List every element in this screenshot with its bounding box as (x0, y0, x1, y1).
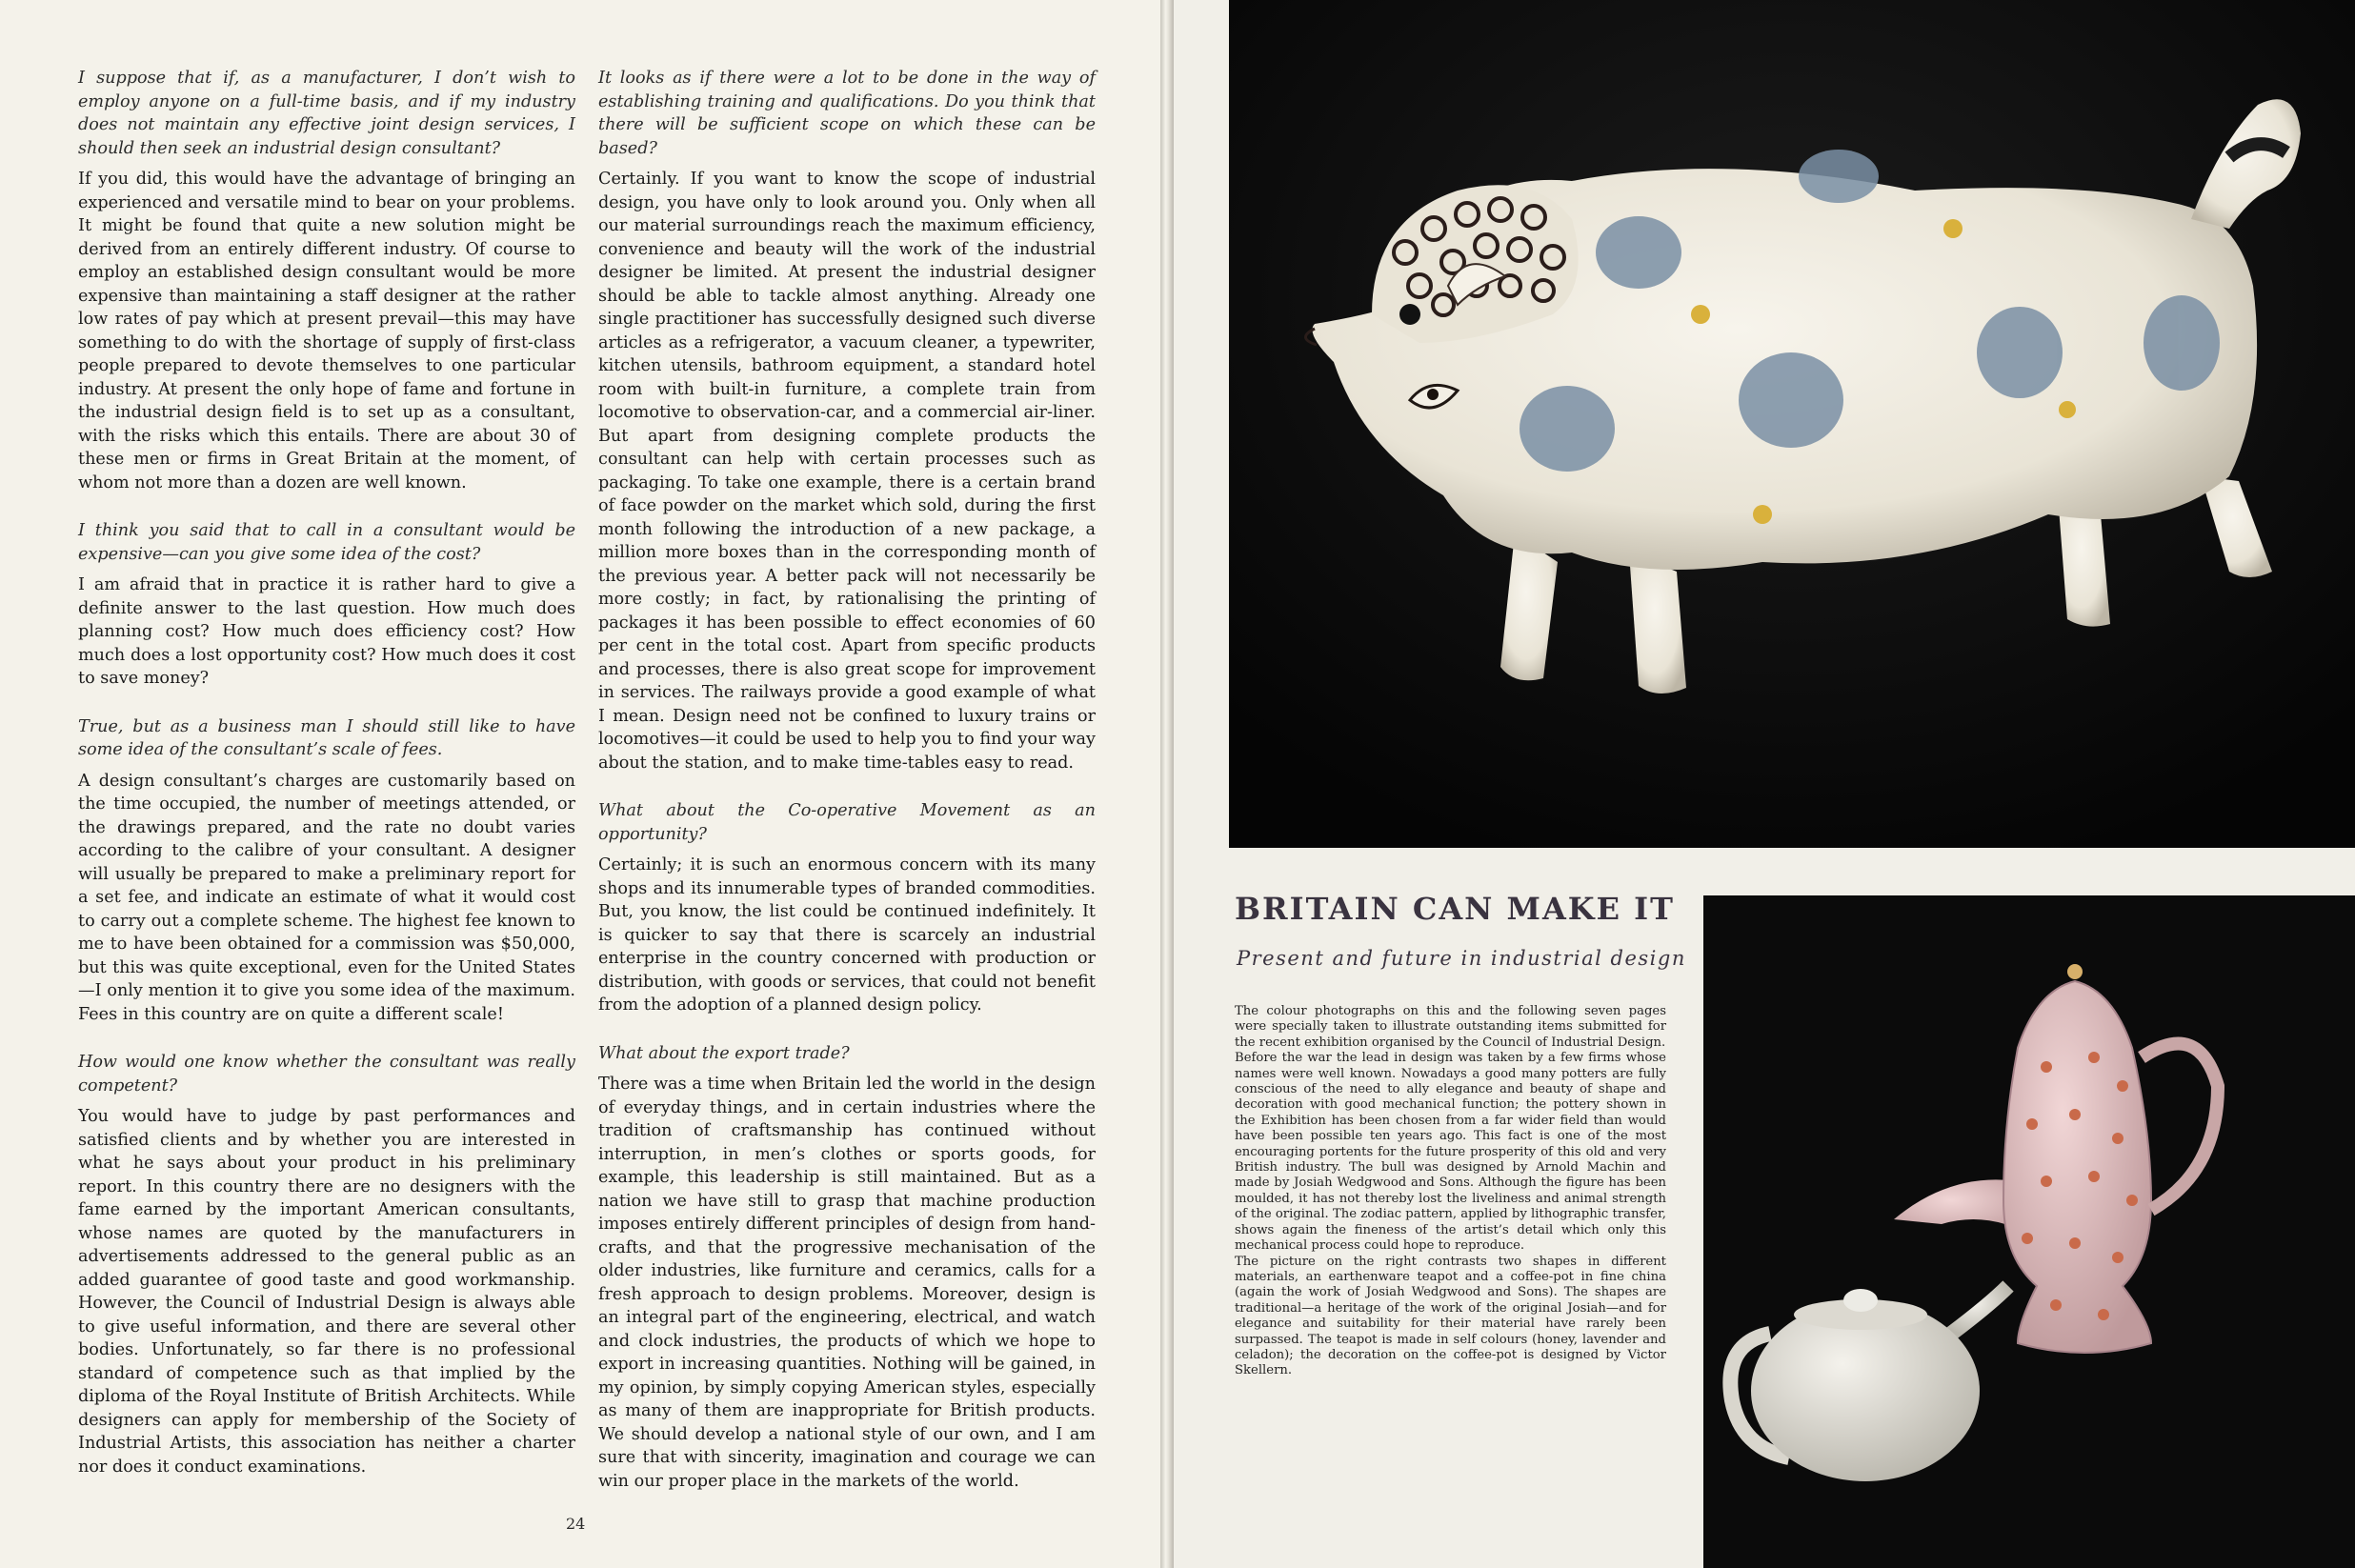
text-column-2 (598, 67, 1096, 1504)
question-paragraph: True, but as a business man I should still like to have some idea of the consultant’s scale of fees. (78, 716, 575, 759)
answer-paragraph: There was a time when Britain led the world in the design of everyday things, and in certain industries where the tradition of craftsmanship has continued without interruption, in men’s clothes or sports goods, for example, this leadership is still maintained. But as a nation we have still to grasp that machine production imposes entirely different principles of design from hand-crafts, and that the progressive mechanisation of the older industries, like furniture and ceramics, calls for a fresh approach to design problems. Moreover, design is an integral part of the engineering, electrical, and watch and clock industries, the products of which we hope to export in increasing quantities. Nothing will be gained, in my opinion, by simply copying American styles, especially as many of them are inappropriate for British products. We should develop a national style of our own, and I am sure that with sincerity, imagination and courage we can win our proper place in the markets of the world. (598, 1075, 1096, 1491)
bull-figure-photo (1229, 0, 2355, 848)
caption-paragraph: The picture on the right contrasts two shapes in different materials, an earthenware teapot and a coffee-pot in fine china (again the work of Josiah Wedgwood and Sons). The shapes are traditional—a heritage of the work of the original Josiah—and for elegance and suitability for their material have rarely been surpassed. The teapot is made in self colours (honey, lavender and celadon); the decoration on the coffee-pot is designed by Victor Skellern. (1235, 1254, 1666, 1378)
caption-paragraph: The colour photographs on this and the following seven pages were specially taken to illustrate outstanding items submitted for the recent exhibition organised by the Council of Industrial Design. (1235, 1004, 1666, 1050)
teapot-coffeepot-illustration (1703, 895, 2355, 1568)
answer-paragraph: If you did, this would have the advantage of bringing an experienced and versatile mind to bear on your problems. It might be found that quite a new solution might be derived from an entirely different industry. Of course to employ an established design consultant would be more expensive than maintaining a staff designer at the rather low rates of pay which at present prevail—this may have something to do with the shortage of supply of first-class people prepared to devote themselves to one particular industry. At present the only hope of fame and fortune in the industrial design field is to set up as a consultant, with the risks which this entails. There are about 30 of these men or firms in Great Britain at the moment, of whom not more than a dozen are well known. (78, 170, 575, 493)
photo-caption (1235, 1004, 1666, 1379)
left-page (0, 0, 1160, 1568)
answer-paragraph: Certainly. If you want to know the scope of industrial design, you have only to look around you. Only when all our material surroundings reach the maximum efficiency, convenience and beauty will the work of the industrial designer be limited. At present the industrial designer should be able to tackle almost anything. Already one single practitioner has successfully designed such diverse articles as a refrigerator, a vacuum cleaner, a typewriter, kitchen utensils, bathroom equipment, a standard hotel room with built-in furniture, a complete train from locomotive to observation-car, and a commercial air-liner. But apart from designing complete products the consultant can help with certain processes such as packaging. To take one example, there is a certain brand of face powder on the market which sold, during the first month following the introduction of a new package, a million more boxes than in the corresponding month of the previous year. A better pack will not necessarily be more costly; in fact, by rationalising the printing of packages it has been possible to effect economies of 60 per cent in the total cost. Apart from specific products and processes, there is also great scope for improvement in services. The railways provide a good example of what I mean. Design need not be confined to luxury trains or locomotives—it could be used to help you to find your way about the station, and to make time-tables easy to read. (598, 170, 1096, 773)
page-number: 24 (566, 1515, 586, 1533)
article-subtitle: Present and future in industrial design (1237, 947, 1686, 970)
question-paragraph: How would one know whether the consultant was really competent? (78, 1053, 575, 1096)
answer-paragraph: A design consultant’s charges are customarily based on the time occupied, the number of meetings attended, or the drawings prepared, and the rate no doubt varies according to the calibre of your consultant. A designer will usually be prepared to make a preliminary report for a set fee, and indicate an estimate of what it would cost to carry out a complete scheme. The highest fee known to me to have been obtained for a commission was $50,000, but this was quite exceptional, even for the United States—I only mention it to give you some idea of the maximum. Fees in this country are on quite a different scale! (78, 771, 575, 1024)
question-paragraph: What about the Co-operative Movement as an opportunity? (598, 801, 1096, 844)
question-paragraph: I suppose that if, as a manufacturer, I don’t wish to employ anyone on a full-time basis, and if my industry does not maintain any effective joint design services, I should then seek an industrial design consultant? (78, 69, 575, 158)
bull-figure-illustration (1229, 0, 2355, 848)
book-gutter (1160, 0, 1174, 1568)
teapot-coffeepot-photo (1703, 895, 2355, 1568)
question-paragraph: I think you said that to call in a consultant would be expensive—can you give some idea of the cost? (78, 521, 575, 564)
answer-paragraph: You would have to judge by past performances and satisfied clients and by whether you are interested in what he says about your product in his preliminary report. In this country there are no designers with the fame earned by the important American consultants, whose names are quoted by the manufacturers in advertisements addressed to the general public as an added guarantee of good taste and good workmanship. However, the Council of Industrial Design is always able to give useful information, and there are several other bodies. Unfortunately, so far there is no professional standard of competence such as that implied by the diploma of the Royal Institute of British Architects. While designers can apply for membership of the Society of Industrial Artists, this association has neither a charter nor does it conduct examinations. (78, 1107, 575, 1477)
answer-paragraph: Certainly; it is such an enormous concern with its many shops and its innumerable types of branded commodities. But, you know, the list could be continued indefinitely. It is quicker to say that there is scarcely an industrial enterprise in the country concerned with production or distribution, with goods or services, that could not benefit from the adoption of a planned design policy. (598, 855, 1096, 1015)
question-paragraph: What about the export trade? (598, 1043, 850, 1063)
article-title: BRITAIN CAN MAKE IT (1235, 891, 1675, 927)
caption-paragraph: Before the war the lead in design was taken by a few firms whose names were well known. Nowadays a good many potters are fully conscious of the need to ally elegance and beauty of shape and decoration with good mechanical function; the pottery shown in the Exhibition has been chosen from a far wider field than would have been possible ten years ago. This fact is one of the most encouraging portents for the future prosperity of this old and very British industry. The bull was designed by Arnold Machin and made by Josiah Wedgwood and Sons. Although the figure has been moulded, it has not thereby lost the liveliness and animal strength of the original. The zodiac pattern, applied by lithographic transfer, shows again the fineness of the artist’s detail which only this mechanical process could hope to reproduce. (1235, 1051, 1666, 1254)
question-paragraph: It looks as if there were a lot to be done in the way of establishing training and qualifications. Do you think that there will be sufficient scope on which these can be based? (598, 69, 1096, 158)
answer-paragraph: I am afraid that in practice it is rather hard to give a definite answer to the last question. How much does planning cost? How much does efficiency cost? How much does a lost opportunity cost? How much does it cost to save money? (78, 575, 575, 688)
text-column-1 (78, 67, 575, 1490)
